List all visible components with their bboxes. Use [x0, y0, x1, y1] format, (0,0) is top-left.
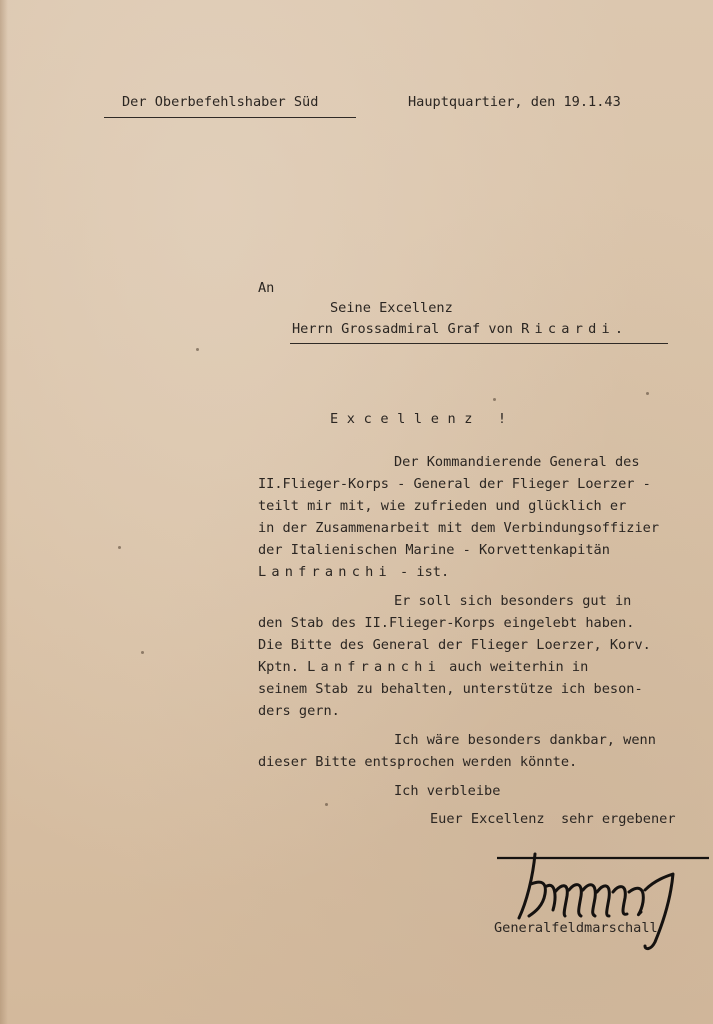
- body-p2-line-3: Die Bitte des General der Flieger Loerzer, Korv.: [258, 637, 651, 653]
- address-underline: [290, 343, 668, 344]
- paper-speck: [118, 546, 121, 549]
- paper-speck: [196, 348, 199, 351]
- closing-line-1: Ich verbleibe: [394, 783, 501, 799]
- signatory-title: Generalfeldmarschall: [494, 920, 658, 936]
- body-p3-line-1: Ich wäre besonders dankbar, wenn: [394, 732, 656, 748]
- paper-speck: [646, 392, 649, 395]
- body-p2-kptn-suffix: auch weiterhin in: [440, 659, 589, 675]
- address-line-2: [292, 323, 628, 337]
- body-p2-line-6: ders gern.: [258, 703, 340, 719]
- body-p2-line-5: seinem Stab zu behalten, unterstütze ich beson-: [258, 681, 643, 697]
- body-p1-line-5: der Italienischen Marine - Korvettenkapitän: [258, 542, 610, 558]
- sender-underline: [104, 117, 356, 118]
- body-p1-line-2: II.Flieger-Korps - General der Flieger Loerzer -: [258, 476, 651, 492]
- body-p1-line-3: teilt mir mit, wie zufrieden und glücklich er: [258, 498, 627, 514]
- place-date-line: Hauptquartier, den 19.1.43: [408, 94, 621, 110]
- address-line-1: Seine Excellenz: [330, 300, 453, 316]
- paper-edge-shadow: [0, 0, 8, 1024]
- body-p2-line-4: [258, 661, 588, 675]
- body-p2-line-2: den Stab des II.Flieger-Korps eingelebt haben.: [258, 615, 635, 631]
- body-p1-line-6: [258, 566, 449, 580]
- handwritten-signature: [495, 846, 713, 956]
- paper-speck: [493, 398, 496, 401]
- body-p1-suffix: - ist.: [391, 564, 450, 580]
- body-p1-line-4: in der Zusammenarbeit mit dem Verbindungsoffizier: [258, 520, 660, 536]
- address-prefix: An: [258, 280, 275, 296]
- closing-line-2: Euer Excellenz sehr ergebener: [430, 811, 676, 827]
- sender-line: Der Oberbefehlshaber Süd: [122, 94, 319, 110]
- salutation: Excellenz !: [330, 411, 515, 427]
- body-p3-line-2: dieser Bitte entsprochen werden könnte.: [258, 754, 578, 770]
- address-line-2-name: Ricardi.: [521, 321, 629, 337]
- body-p2-kptn-name: Lanfranchi: [307, 659, 441, 675]
- body-p1-line-1: Der Kommandierende General des: [394, 454, 640, 470]
- paper-speck: [141, 651, 144, 654]
- body-p2-line-1: Er soll sich besonders gut in: [394, 593, 632, 609]
- body-p1-name: Lanfranchi: [258, 564, 392, 580]
- body-p2-kptn-prefix: Kptn.: [258, 659, 308, 675]
- paper-speck: [325, 803, 328, 806]
- address-line-2-prefix: Herrn Grossadmiral Graf von: [292, 321, 522, 337]
